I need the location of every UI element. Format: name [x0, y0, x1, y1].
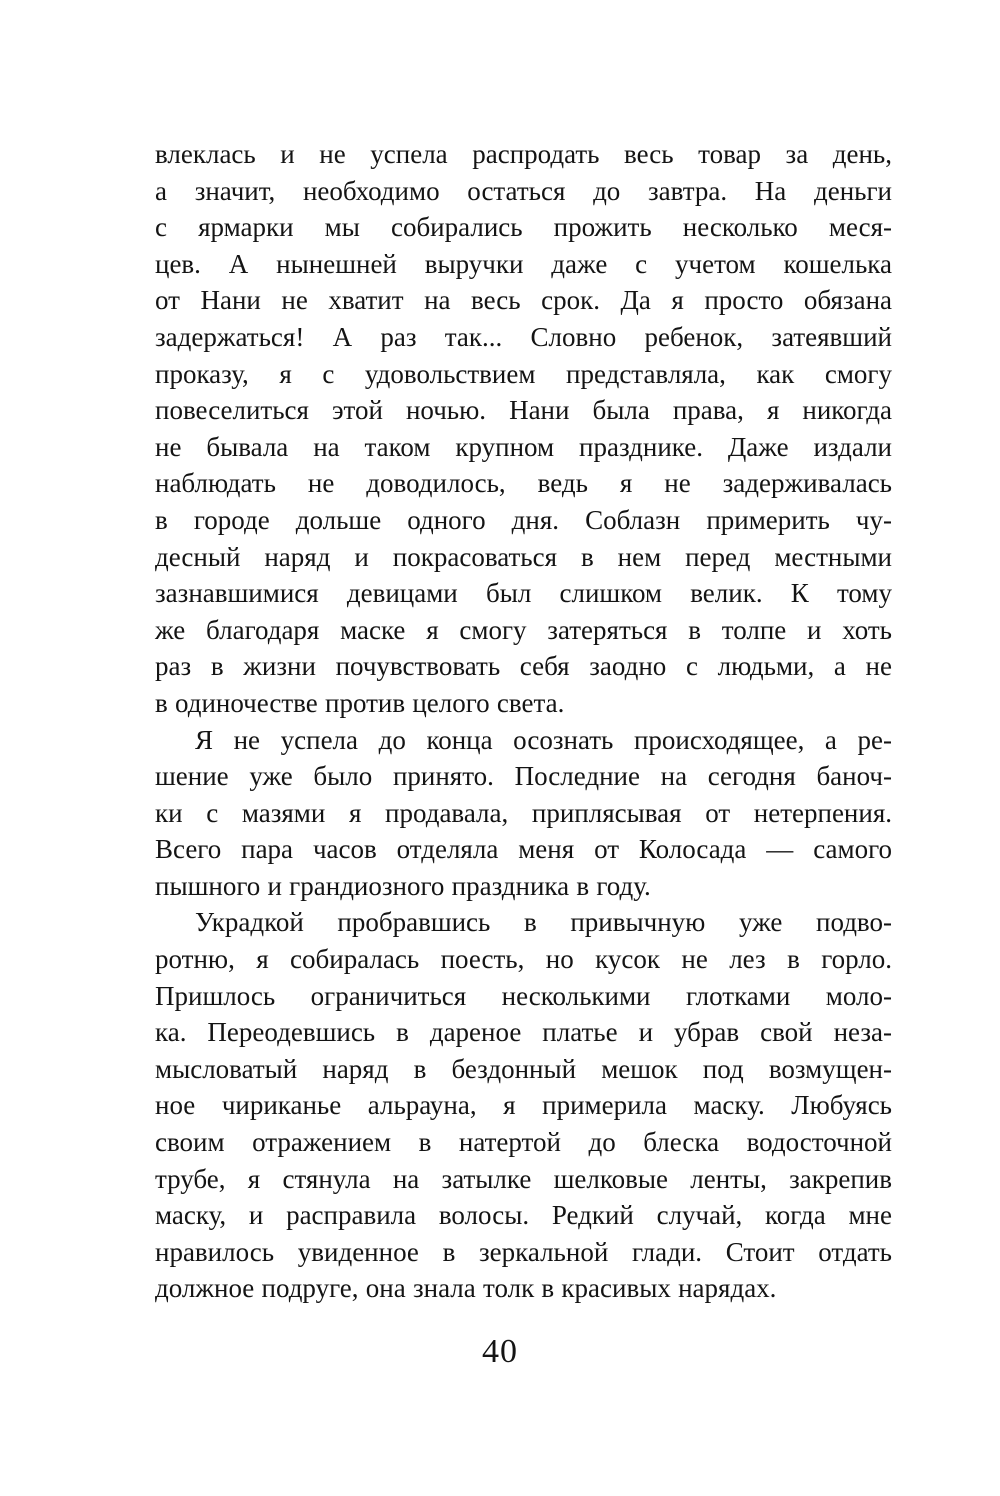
text-line: от Нани не хватит на весь срок. Да я просто обязана [155, 285, 892, 316]
paragraph [155, 722, 892, 905]
paragraph [155, 904, 892, 1307]
text-line: же благодаря маске я смогу затеряться в толпе и хоть [155, 614, 892, 645]
text-line: не бывала на таком крупном празднике. Даже издали [155, 431, 892, 462]
text-line: своим отражением в натертой до блеска водосточной [155, 1127, 892, 1158]
page-text [155, 136, 892, 1307]
text-line: мысловатый наряд в бездонный мешок под возмущен- [155, 1053, 892, 1084]
text-line: влеклась и не успела распродать весь товар за день, [155, 139, 892, 169]
text-line: повеселиться этой ночью. Нани была права, я никогда [155, 395, 892, 426]
text-line: десный наряд и покрасоваться в нем перед местными [155, 541, 892, 572]
text-line: с ярмарки мы собирались прожить несколько меся- [155, 212, 892, 243]
text-line: ки с мазями я продавала, приплясывая от нетерпения. [155, 797, 892, 828]
text-line: Всего пара часов отделяла меня от Колосада — самого [155, 834, 892, 865]
text-line: нравилось увиденное в зеркальной глади. Стоит отдать [155, 1236, 892, 1267]
page-number: 40 [482, 1333, 518, 1370]
text-line: ка. Переодевшись в дареное платье и убрав свой неза- [155, 1017, 892, 1048]
text-line: а значит, необходимо остаться до завтра. На деньги [155, 175, 892, 206]
text-line: наблюдать не доводилось, ведь я не задерживалась [155, 468, 892, 499]
paragraph [155, 136, 892, 722]
text-line: проказу, я с удовольствием представляла, как смогу [155, 358, 892, 389]
text-line: в городе дольше одного дня. Соблазн примерить чу- [155, 504, 892, 535]
text-line: ротню, я собиралась поесть, но кусок не лез в горло. [155, 944, 892, 975]
text-line: в одиночестве против целого света. [155, 687, 565, 718]
text-line: задержаться! А раз так... Словно ребенок, затеявший [155, 321, 892, 352]
text-line: шение уже было принято. Последние на сегодня баноч- [155, 761, 892, 792]
text-line: ное чириканье альрауна, я примерила маску. Любуясь [155, 1090, 892, 1121]
text-line: должное подруге, она знала толк в красивых нарядах. [155, 1273, 777, 1304]
text-line: Украдкой пробравшись в привычную уже подво- [195, 907, 892, 938]
text-line: маску, и расправила волосы. Редкий случай, когда мне [155, 1200, 892, 1231]
text-line: Я не успела до конца осознать происходящее, а ре- [195, 724, 892, 755]
text-line: трубе, я стянула на затылке шелковые ленты, закрепив [155, 1163, 892, 1194]
text-line: Пришлось ограничиться несколькими глотками моло- [155, 980, 892, 1011]
text-line: цев. А нынешней выручки даже с учетом кошелька [155, 248, 892, 279]
text-line: раз в жизни почувствовать себя заодно с людьми, а не [155, 651, 892, 682]
text-line: пышного и грандиозного праздника в году. [155, 870, 651, 901]
text-line: зазнавшимися девицами был слишком велик. К тому [155, 578, 892, 609]
